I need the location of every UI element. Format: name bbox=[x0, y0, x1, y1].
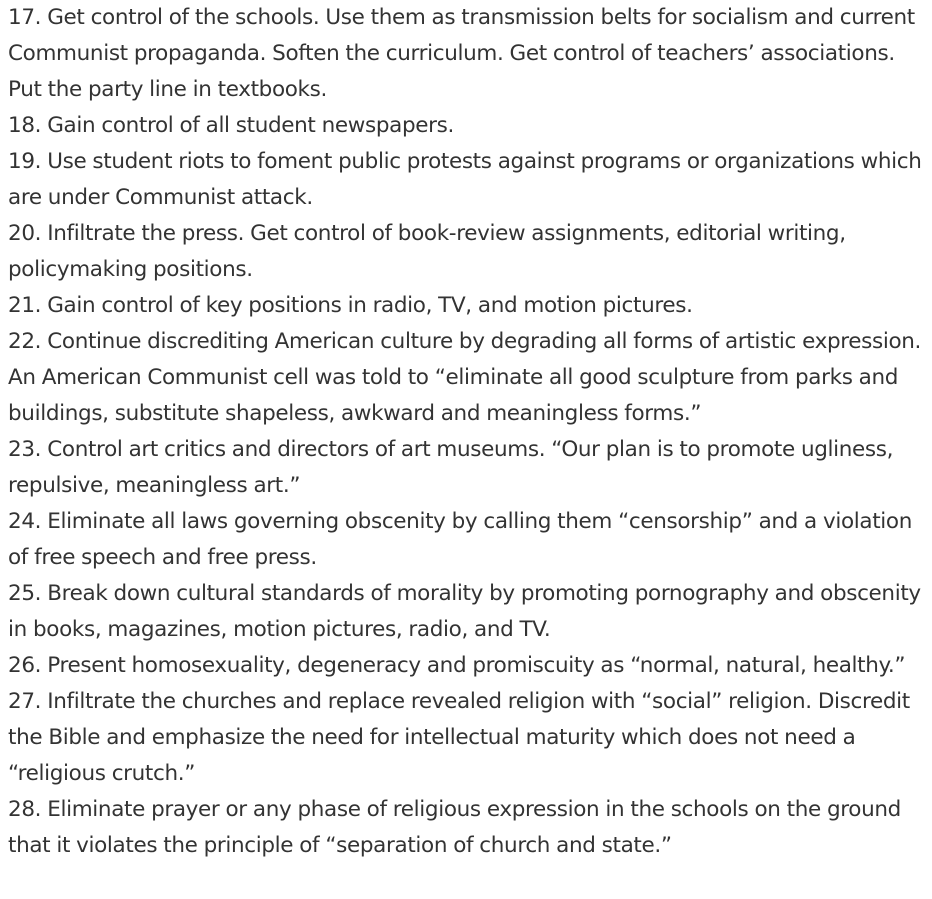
list-item: 19. Use student riots to foment public protests against programs or organizations which are under Communist attack. bbox=[8, 149, 922, 210]
list-item: 27. Infiltrate the churches and replace revealed religion with “social” religion. Discredit the Bible and emphasize the need for intellectual maturity which does not need a “religious crutch.” bbox=[8, 689, 910, 786]
list-item: 28. Eliminate prayer or any phase of religious expression in the schools on the ground that it violates the principle of “separation of church and state.” bbox=[8, 797, 901, 858]
list-item: 20. Infiltrate the press. Get control of book-review assignments, editorial writing, policymaking positions. bbox=[8, 221, 846, 282]
list-item: 21. Gain control of key positions in radio, TV, and motion pictures. bbox=[8, 293, 693, 318]
list-item: 25. Break down cultural standards of morality by promoting pornography and obscenity in books, magazines, motion pictures, radio, and TV. bbox=[8, 581, 921, 642]
list-item: 24. Eliminate all laws governing obscenity by calling them “censorship” and a violation of free speech and free press. bbox=[8, 509, 913, 570]
numbered-list bbox=[8, 0, 928, 864]
list-item: 23. Control art critics and directors of art museums. “Our plan is to promote ugliness, repulsive, meaningless art.” bbox=[8, 437, 894, 498]
list-item: 26. Present homosexuality, degeneracy and promiscuity as “normal, natural, healthy.” bbox=[8, 653, 906, 678]
list-item: 22. Continue discrediting American culture by degrading all forms of artistic expression. An American Communist cell was told to “eliminate all good sculpture from parks and buildings, substitute shapeless, awkward and meaningless forms.” bbox=[8, 329, 922, 426]
list-item: 18. Gain control of all student newspapers. bbox=[8, 113, 454, 138]
list-item: 17. Get control of the schools. Use them as transmission belts for socialism and current Communist propaganda. Soften the curriculum. Get control of teachers’ associations. Put the party line in textbooks. bbox=[8, 5, 915, 102]
